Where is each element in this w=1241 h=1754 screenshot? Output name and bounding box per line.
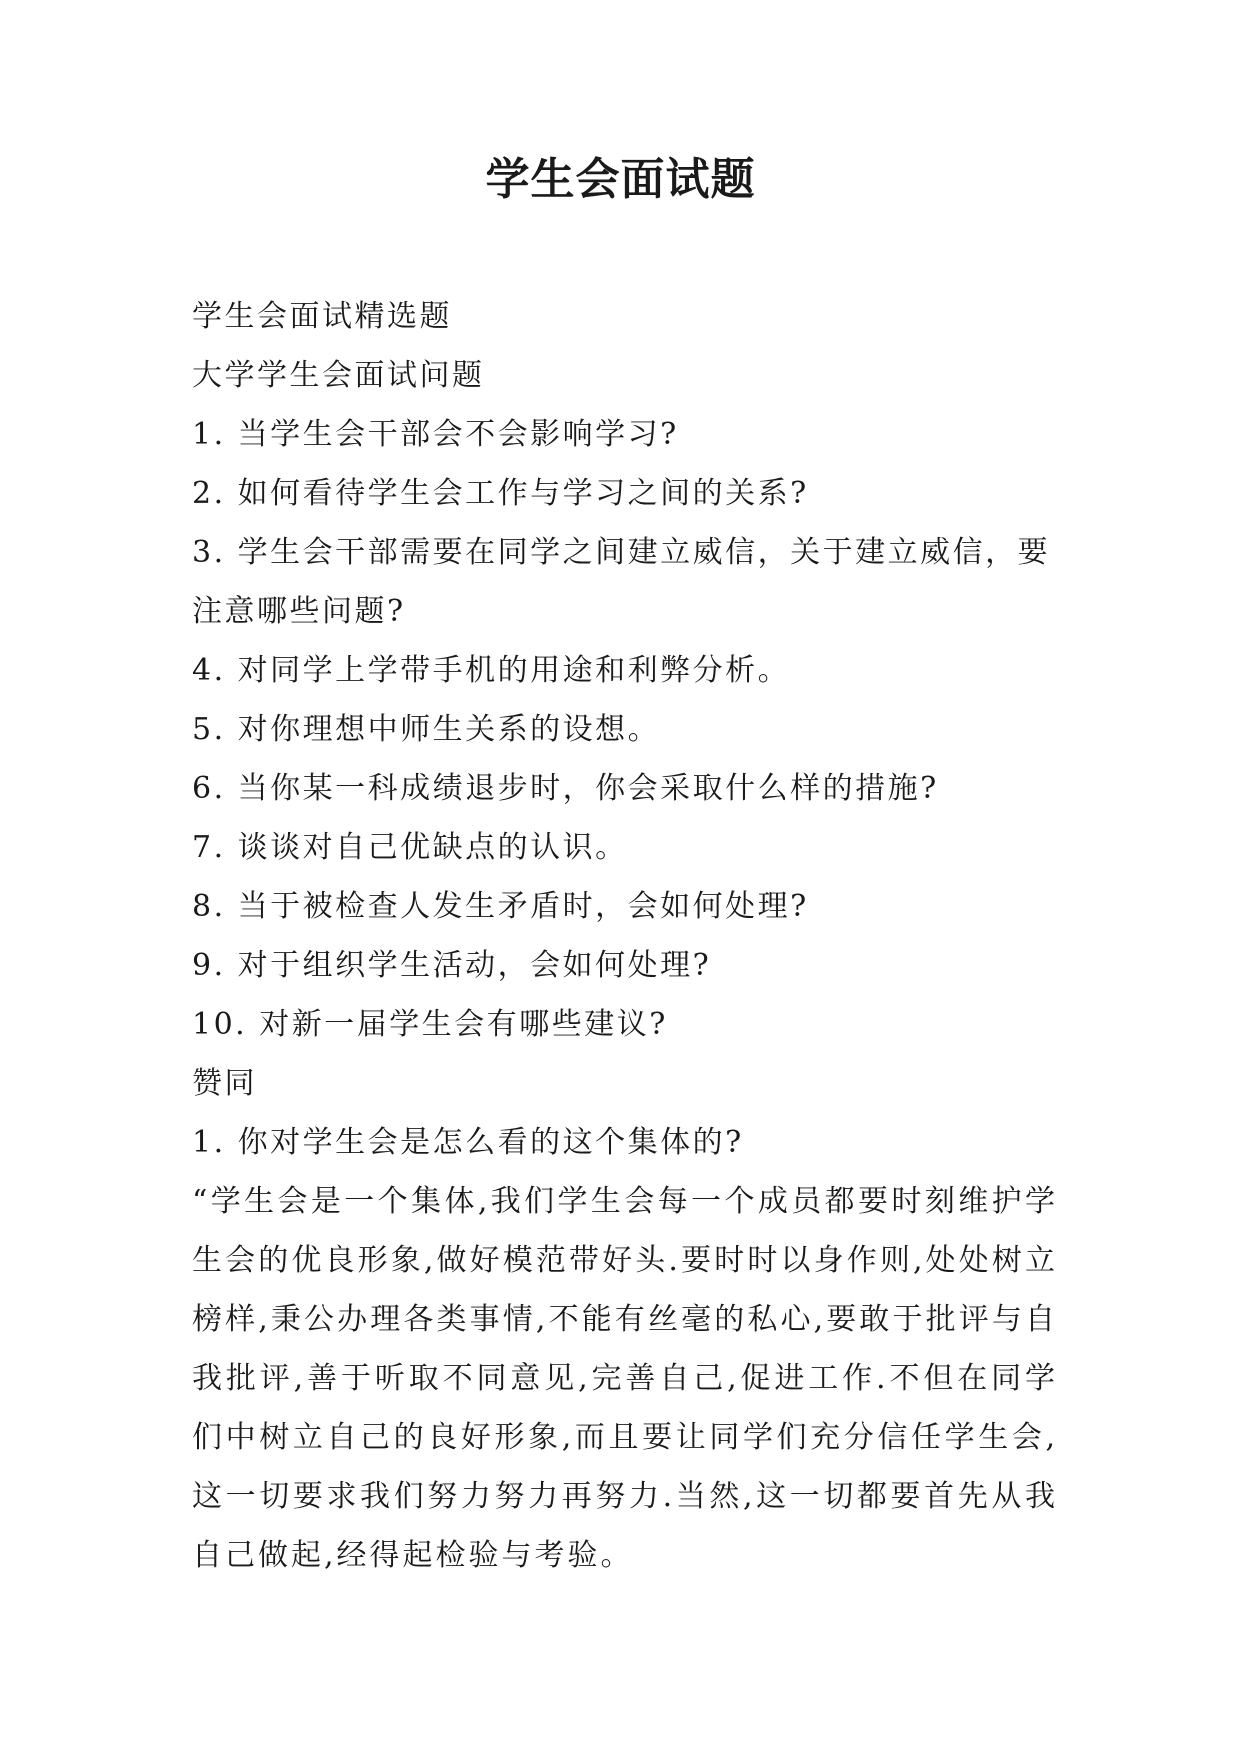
question-item: 10. 对新一届学生会有哪些建议? [192, 1007, 668, 1042]
question-item: 6. 当你某一科成绩退步时，你会采取什么样的措施? [192, 771, 939, 806]
question-item: 4. 对同学上学带手机的用途和利弊分析。 [192, 653, 791, 688]
question-item: 8. 当于被检查人发生矛盾时，会如何处理? [192, 889, 809, 924]
document-body [192, 287, 1058, 1585]
text-line: 学生会面试精选题 [192, 299, 452, 334]
question-item: 3. 学生会干部需要在同学之间建立威信，关于建立威信，要 [192, 535, 1051, 570]
question-item: 5. 对你理想中师生关系的设想。 [192, 712, 661, 747]
question-item: 9. 对于组织学生活动，会如何处理? [192, 948, 712, 983]
question-item: 2. 如何看待学生会工作与学习之间的关系? [192, 476, 809, 511]
question-item-continued: 注意哪些问题? [192, 594, 406, 629]
question-item: 1. 当学生会干部会不会影响学习? [192, 417, 679, 452]
answer-question: 1. 你对学生会是怎么看的这个集体的? [192, 1125, 744, 1160]
section-heading: 赞同 [192, 1066, 257, 1101]
text-line: 大学学生会面试问题 [192, 358, 485, 393]
answer-paragraph: “学生会是一个集体,我们学生会每一个成员都要时刻维护学生会的优良形象,做好模范带好头.要时时以身作则,处处树立榜样,秉公办理各类事情,不能有丝毫的私心,要敢于批评与自我批评,善于听取不同意见,完善自己,促进工作.不但在同学们中树立自己的良好形象,而且要让同学们充分信任学生会,这一切要求我们努力努力再努力.当然,这一切都要首先从我自己做起,经得起检验与考验。 [192, 1184, 1058, 1573]
document-title: 学生会面试题 [485, 154, 756, 205]
question-item: 7. 谈谈对自己优缺点的认识。 [192, 830, 628, 865]
